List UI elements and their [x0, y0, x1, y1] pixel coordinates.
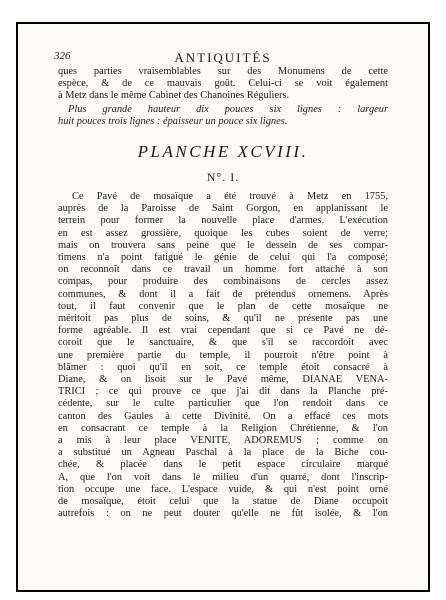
- text-line: tion occupe une face. L'espace vuide, & qui n'est point orné: [58, 483, 388, 495]
- dimensions-note: [58, 104, 388, 128]
- text-line: une première partie du temple, il pourroit n'être point à: [58, 349, 388, 361]
- text-line: auprès de la Paroisse de Saint Gorgon, en applanissant le: [58, 203, 388, 215]
- text-line: en est assez grossière, quoique les cubes soient de verre;: [58, 227, 388, 239]
- text-line: Diane, & on lisoit sur le Pavé même, DIANAE VENA-: [58, 374, 388, 386]
- text-line: communes, & dont il a fait de prétendus ornemens. Après: [58, 288, 388, 300]
- text-line: Plus grande hauteur dix pouces six lignes : largeur: [68, 103, 388, 115]
- text-line: mais on trouvera sans peine que le dessein de ses compar-: [58, 239, 388, 251]
- text-line: autrefois : on ne peut douter qu'elle ne fût isolée, & l'on: [58, 508, 388, 520]
- text-line: a substitué un Agneau Paschal à la place de la Biche cou-: [58, 447, 388, 459]
- body-paragraph: [58, 191, 388, 520]
- text-line: compas, pour produire des combinaisons de cercles assez: [58, 276, 388, 288]
- plate-heading: PLANCHE XCVIII.: [137, 142, 309, 162]
- text-line: chée, & placée dans le petit espace circulaire marqué: [58, 459, 388, 471]
- page-header: [54, 50, 388, 66]
- text-line: tout, il faut convenir que le plan de cette mosaïque ne: [58, 300, 388, 312]
- text-line: espèce, & de ce mauvais goût. Celui-ci se voit également: [58, 78, 388, 90]
- intro-paragraph: [58, 66, 388, 103]
- text-line: TRICI ; ce qui prouve ce que j'ai dit dans la Planche pré-: [58, 386, 388, 398]
- text-line: à Metz dans le même Cabinet des Chanoines Réguliers.: [58, 90, 290, 102]
- page-frame: [16, 22, 430, 592]
- text-line: blâmer : quoi qu'il en soit, ce temple étoit consacré à: [58, 361, 388, 373]
- text-line: ques parties vraisemblables sur des Monumens de cette: [58, 66, 388, 77]
- text-line: terrein pour former la nouvelle place d'armes. L'exécution: [58, 215, 388, 227]
- text-line: en consacrant ce temple à la Religion Chrétienne, & l'on: [58, 422, 388, 434]
- section-number: N°. I.: [206, 170, 240, 185]
- running-title: ANTIQUITÉS: [174, 50, 272, 65]
- document-page: [54, 50, 388, 521]
- text-line: méritoit pas plus de soins, & qu'il ne présente pas une: [58, 313, 388, 325]
- text-line: canton des Gaules à cette Divinité. On a effacé ces mots: [58, 410, 388, 422]
- text-line: a mis à leur place VENITE, ADOREMUS ; comme on: [58, 435, 388, 447]
- text-line: de mosaïque, étoit celui que la statue de Diane occupoit: [58, 496, 388, 508]
- page-number: 326: [54, 50, 71, 62]
- text-line: Ce Pavé de mosaïque a été trouvé à Metz en 1755,: [72, 191, 388, 203]
- text-line: cédente, sur le culte particulier que l'on rendoit dans ce: [58, 398, 388, 410]
- text-line: huit pouces trois lignes : épaisseur un pouce six lignes.: [58, 115, 288, 127]
- text-line: on reconnoît dans ce travail un homme fort attaché à son: [58, 264, 388, 276]
- text-line: coroit que le sanctuaire, & que s'il se raccordoit avec: [58, 337, 388, 349]
- text-line: A, que l'on voit dans le milieu d'un quarré, dont l'inscrip-: [58, 471, 388, 483]
- text-line: timens n'a point fatigué le génie de celui qui l'a composé;: [58, 252, 388, 264]
- text-line: forme agréable. Il est vrai cependant que si ce Pavé ne dé-: [58, 325, 388, 337]
